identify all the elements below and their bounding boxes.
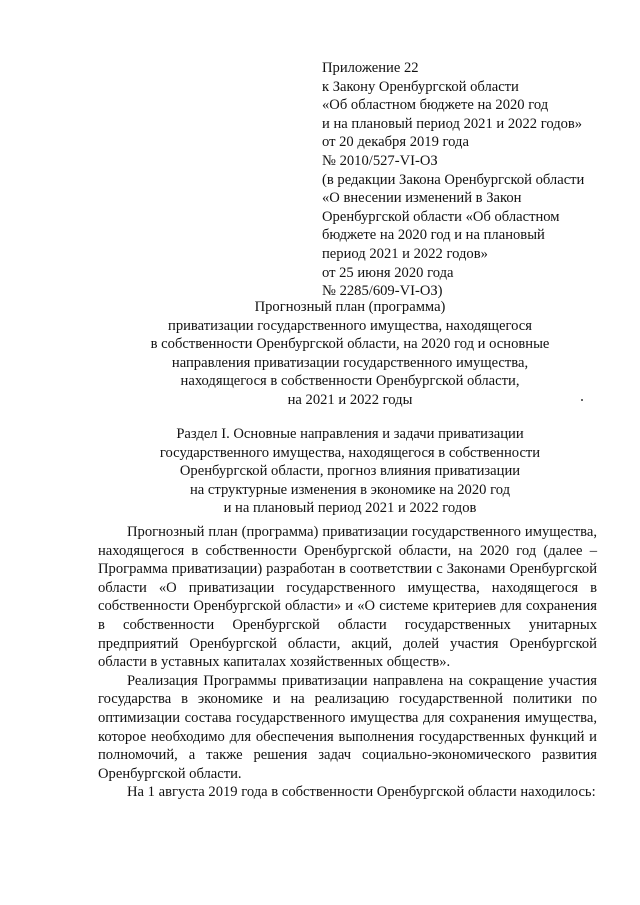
appendix-block [322,59,622,301]
appendix-line: «О внесении изменений в Закон [322,190,522,207]
appendix-line: от 20 декабря 2019 года [322,134,469,151]
appendix-line: «Об областном бюджете на 2020 год [322,97,549,114]
appendix-line: (в редакции Закона Оренбургской области [322,171,585,188]
appendix-line: Оренбургской области «Об областном [322,208,560,225]
scan-speck [581,399,583,401]
body-text [98,523,597,802]
document-title [90,298,610,410]
title-line: находящегося в собственности Оренбургской области, [180,373,520,390]
section-line: Раздел I. Основные направления и задачи приватизации [176,426,524,442]
appendix-line: от 25 июня 2020 года [322,264,454,281]
title-line: в собственности Оренбургской области, на 2020 год и основные [150,336,550,353]
appendix-line: бюджете на 2020 год и на плановый [322,227,545,244]
appendix-line: период 2021 и 2022 годов» [322,245,488,262]
section-line: и на плановый период 2021 и 2022 годов [223,500,477,517]
section-line: Оренбургской области, прогноз влияния приватизации [179,463,521,480]
title-line: приватизации государственного имущества, находящегося [168,317,532,334]
title-line: на 2021 и 2022 годы [287,391,413,408]
section-line: на структурные изменения в экономике на 2020 год [189,481,510,498]
title-line: направления приватизации государственного имущества, [171,354,529,371]
appendix-line: к Закону Оренбургской области [322,78,519,95]
paragraph: На 1 августа 2019 года в собственности Оренбургской области находилось: [127,784,596,801]
section-heading [90,425,610,518]
title-line: Прогнозный план (программа) [254,299,446,315]
appendix-line: Приложение 22 [322,60,419,76]
paragraph: Реализация Программы приватизации направлена на сокращение участия государства в экономике и на реализацию государственной политики по оптимизации состава государственного имущества для сохранения имущества, которое необходимо для обеспечения выполнения государственных функций и полномочий, а также решения задач социально-экономического развития Оренбургской области. [98,672,597,782]
paragraph: Прогнозный план (программа) приватизации государственного имущества, находящегося в собственности Оренбургской области, на 2020 год (далее – Программа приватизации) разработан в соответствии с Законами Оренбургской области «О приватизации государственного имущества, находящегося в собственности Оренбургской области» и «О системе критериев для сохранения в собственности Оренбургской области государственных унитарных предприятий Оренбургской области, акций, долей участия Оренбургской области в уставных капиталах хозяйственных обществ». [98,524,597,671]
section-line: государственного имущества, находящегося в собственности [159,444,541,461]
appendix-line: № 2285/609-VI-ОЗ) [322,283,443,300]
appendix-line: и на плановый период 2021 и 2022 годов» [322,115,583,132]
appendix-line: № 2010/527-VI-ОЗ [322,152,438,169]
